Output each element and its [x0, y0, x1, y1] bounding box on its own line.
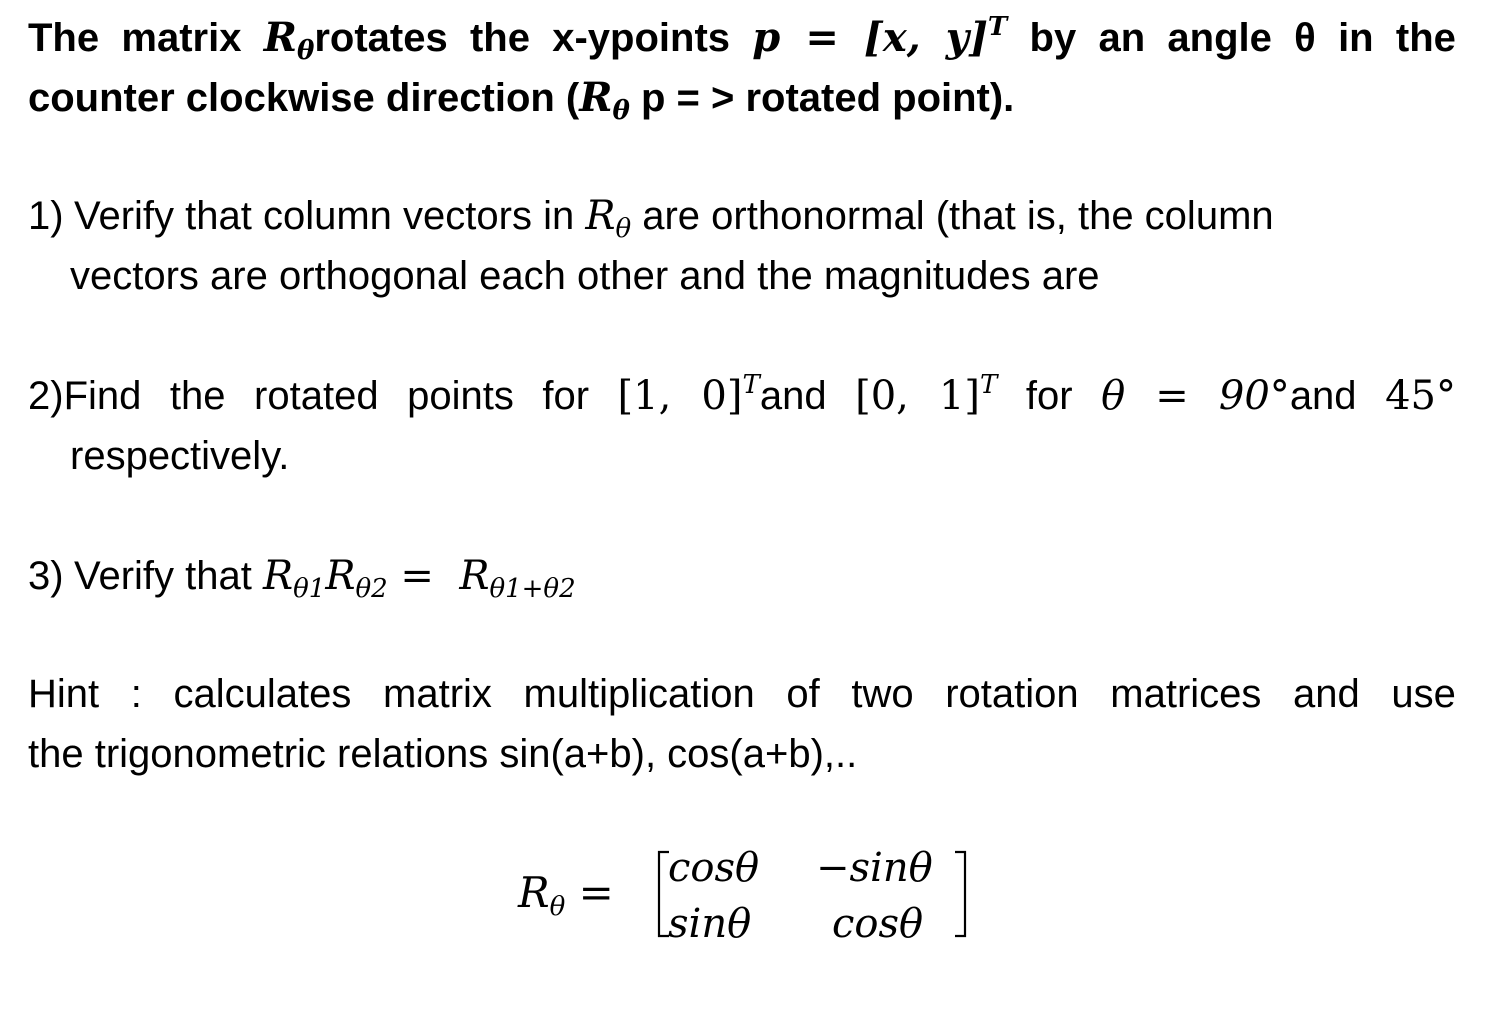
intro-word: in	[1338, 16, 1374, 60]
point-definition: p = [x, y]$^T$	[752, 12, 1008, 61]
matrix-cell-neg-sin: −sinθ	[816, 845, 933, 891]
intro-word: by	[1029, 16, 1077, 60]
rotation-matrix-symbol: $R_\theta rotates$	[263, 14, 448, 66]
question-2-line-2: respectively.	[70, 434, 290, 478]
intro-word: matrix	[121, 16, 242, 60]
intro-word: an	[1098, 16, 1146, 60]
question-number: 3)	[28, 554, 64, 598]
intro-word: the	[469, 16, 530, 60]
question-number: 1)	[28, 194, 64, 238]
matrix-cell-cos: cosθ	[668, 845, 760, 891]
matrix-cell-sin: sinθ	[668, 901, 752, 947]
hint-line-1: Hint : calculates matrix multiplication of two rotation matrices and use	[28, 672, 1456, 716]
vector-0-1: [0, 1]$^T$	[855, 370, 998, 419]
question-number: 2)	[28, 374, 64, 418]
intro-line-2: counter clockwise direction ($R_\theta$ p = > rotated point).	[28, 74, 1015, 126]
question-2-line-1: 2)Find the rotated points for [1, 0]$^T$and [0, 1]$^T$ for θ = 90°and 45°	[28, 370, 1456, 419]
question-1-line-1: 1) Verify that column vectors in $R_\theta$ are orthonormal (that is, the column	[28, 193, 1274, 244]
vector-1-0: [1, 0]$^T$and	[617, 370, 827, 419]
right-bracket	[954, 850, 968, 938]
angle-condition: θ = 90°and	[1101, 373, 1357, 419]
intro-word: The	[28, 16, 100, 60]
angle-value: 45°	[1385, 373, 1456, 419]
intro-word: θ	[1294, 16, 1316, 60]
rotation-matrix-equation	[518, 846, 988, 946]
intro-line-1	[28, 12, 1456, 66]
matrix-lhs: $R_\theta$ =	[518, 868, 614, 922]
question-3-line-1: 3) Verify that $R_{\theta 1}R_{\theta 2} = R_{\theta 1+\theta 2}$	[28, 553, 576, 604]
matrix-cell-cos: cosθ	[832, 901, 924, 947]
intro-word: the	[1395, 16, 1456, 60]
intro-word: x-ypoints	[552, 16, 731, 60]
hint-line-2: the trigonometric relations sin(a+b), cos(a+b),..	[28, 732, 858, 776]
intro-word: angle	[1167, 16, 1272, 60]
question-1-line-2: vectors are orthogonal each other and the magnitudes are	[70, 254, 1100, 298]
